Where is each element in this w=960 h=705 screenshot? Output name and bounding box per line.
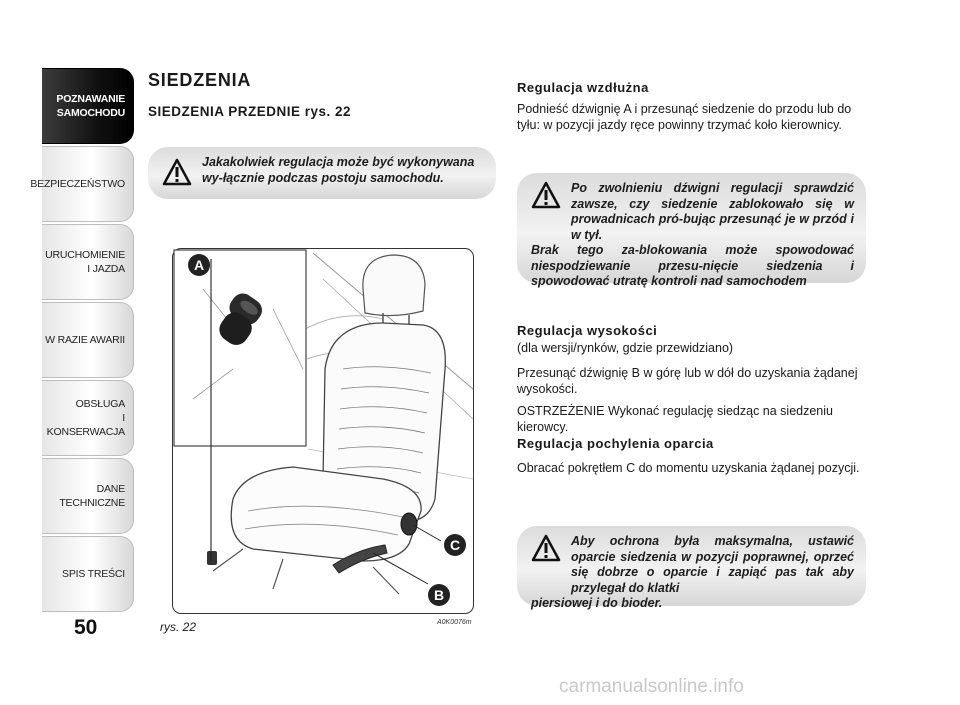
warning-text-first: Aby ochrona była maksymalna, ustawić oparcie siedzenia w pozycji poprawnej, oprzeć się dobrze o oparcie i zapiąć pas tak aby przylegał do klatki xyxy=(571,534,854,595)
warning-triangle-icon xyxy=(531,181,561,209)
text-regulacja-pochylenia: Obracać pokrętłem C do momentu uzyskania żądanej pozycji. xyxy=(517,461,860,475)
seat-figure xyxy=(172,248,474,614)
warning-box-stationary xyxy=(148,147,496,199)
tab-uruchomienie-i-jazda[interactable]: URUCHOMIENIE I JAZDA xyxy=(42,224,134,300)
watermark: carmanualsonline.info xyxy=(559,676,744,697)
warning-text-rest: piersiowej i do bioder. xyxy=(531,596,663,610)
label-b: B xyxy=(433,587,445,603)
text-regulacja-wysokosci: Przesunąć dźwignię B w górę lub w dół do uzyskania żądanej wysokości. xyxy=(517,366,858,396)
warning-text-first: Po zwolnieniu dźwigni regulacji sprawdzić zawsze, czy siedzenie zablokowało się w prowadnicach pró-bując przesunąć je w przód i w tył. xyxy=(571,181,854,242)
section-subtitle: SIEDZENIA PRZEDNIE rys. 22 xyxy=(148,104,352,119)
text-ostrzezenie: OSTRZEŻENIE Wykonać regulację siedząc na siedzeniu kierowcy. xyxy=(517,404,833,434)
warning-box-backrest xyxy=(517,526,866,610)
label-c: C xyxy=(449,537,461,553)
tab-bezpieczenstwo[interactable]: BEZPIECZEŃSTWO xyxy=(42,146,134,222)
tab-dane-techniczne[interactable]: DANE TECHNICZNE xyxy=(42,458,134,534)
page-number: 50 xyxy=(74,616,98,639)
warning-triangle-icon xyxy=(531,534,561,562)
heading-regulacja-wysokosci: Regulacja wysokości xyxy=(517,323,658,338)
warning-triangle-icon xyxy=(162,158,192,186)
label-a: A xyxy=(193,257,205,273)
tab-poznawanie-samochodu[interactable]: POZNAWANIE SAMOCHODU xyxy=(42,68,134,144)
heading-regulacja-wzdluzna: Regulacja wzdłużna xyxy=(517,80,649,95)
figure-caption: rys. 22 xyxy=(160,620,197,634)
section-title: SIEDZENIA xyxy=(148,70,252,90)
figure-code: A0K0076m xyxy=(437,619,472,626)
text-availability-note: (dla wersji/rynków, gdzie przewidziano) xyxy=(517,341,734,355)
tab-obsluga-i-konserwacja[interactable]: OBSŁUGA I KONSERWACJA xyxy=(42,380,134,456)
text-regulacja-wzdluzna: Podnieść dźwignię A i przesunąć siedzenie do przodu lub do tyłu: w pozycji jazdy ręce powinny trzymać koło kierownicy. xyxy=(517,102,852,132)
warning-text: Jakakolwiek regulacja może być wykonywana wy-łącznie podczas postoju samochodu. xyxy=(202,155,475,185)
tab-w-razie-awarii[interactable]: W RAZIE AWARII xyxy=(42,302,134,378)
chapter-tabs xyxy=(30,68,134,614)
tab-spis-tresci[interactable]: SPIS TREŚCI xyxy=(42,536,134,612)
warning-box-lock-check xyxy=(517,173,866,288)
warning-text-rest: Brak tego za-blokowania może spowodować niespodziewanie przesu-nięcie siedzenia i spowodować utratę kontroli nad samochodem xyxy=(531,243,854,288)
heading-regulacja-pochylenia: Regulacja pochylenia oparcia xyxy=(517,436,714,451)
seat-illustration xyxy=(173,249,475,615)
